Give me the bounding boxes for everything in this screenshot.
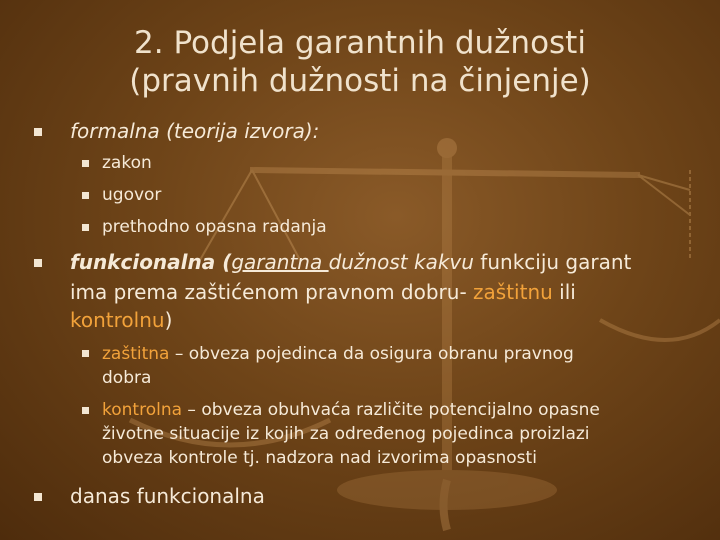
bullet-icon	[82, 224, 89, 231]
funkciju-garant: funkciju garant	[473, 250, 632, 274]
formalna-item: ugovor	[102, 185, 162, 205]
bullet-icon	[34, 493, 42, 501]
kontrolna-desc-line3: obveza kontrole tj. nadzora nad izvorima opasnosti	[102, 448, 537, 468]
kontrolna-desc: – obveza obuhvaća različite potencijalno opasne	[182, 400, 600, 420]
bullet-icon	[34, 128, 42, 136]
formalna-heading: formalna (teorija izvora):	[70, 119, 320, 143]
bullet-icon	[82, 160, 89, 167]
duznost-kakvu: dužnost kakvu	[328, 250, 474, 274]
bullet-icon	[82, 407, 89, 414]
kontrolnu-word: kontrolnu	[70, 308, 165, 332]
closing-paren: )	[164, 308, 173, 332]
funkcionalna-line-2	[70, 280, 576, 304]
zastitna-term: zaštitna	[102, 344, 170, 364]
kontrolna-item	[102, 398, 600, 470]
title-line-2: (pravnih dužnosti na činjenje)	[129, 63, 591, 99]
zastitna-item	[102, 342, 574, 390]
zastitna-desc: – obveza pojedinca da osigura obranu pravnog	[169, 344, 574, 364]
kontrolna-term: kontrolna	[102, 400, 183, 420]
zastitna-desc-line2: dobra	[102, 368, 152, 388]
formalna-item: prethodno opasna radanja	[102, 217, 327, 237]
funkcionalna-line-3	[70, 308, 172, 332]
funkcionalna-line-1	[70, 250, 631, 274]
bullet-icon	[82, 350, 89, 357]
line2-text: ima prema zaštićenom pravnom dobru-	[70, 280, 474, 304]
slide-title	[0, 24, 720, 100]
title-line-1: 2. Podjela garantnih dužnosti	[134, 25, 586, 61]
bullet-icon	[34, 259, 42, 267]
danas-text: danas funkcionalna	[70, 484, 265, 508]
ili-word: ili	[552, 280, 576, 304]
garantna-word: garantna	[231, 250, 329, 274]
funkcionalna-term: funkcionalna (	[70, 250, 232, 274]
formalna-item: zakon	[102, 153, 152, 173]
zastitnu-word: zaštitnu	[473, 280, 553, 304]
kontrolna-desc-line2: životne situacije iz kojih za određenog pojedinca proizlazi	[102, 424, 590, 444]
bullet-icon	[82, 192, 89, 199]
